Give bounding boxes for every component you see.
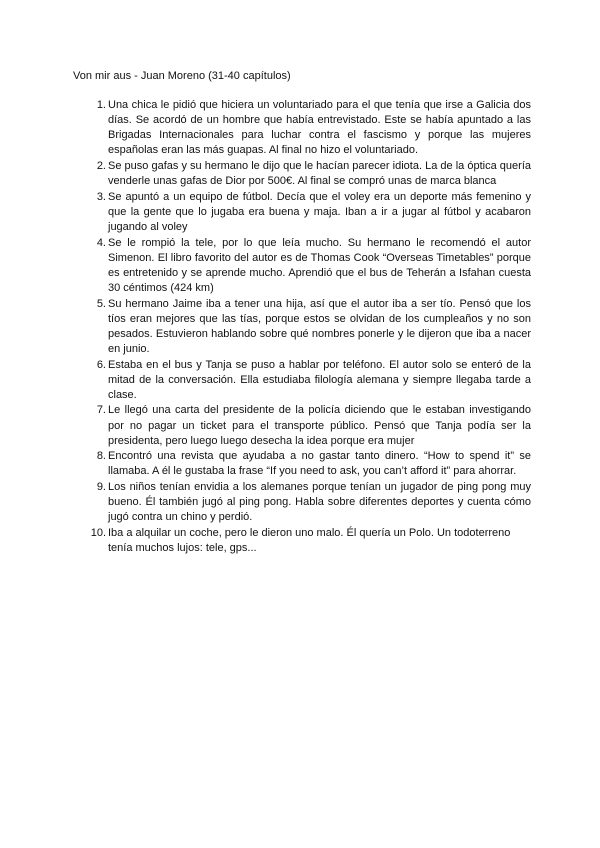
list-item-number: 2. <box>96 159 106 172</box>
list-item <box>96 449 531 479</box>
list-item-number: 4. <box>96 236 106 249</box>
list-item-text: Iba a alquilar un coche, pero le dieron uno malo. Él quería un Polo. Un todoterreno tenía muchos lujos: tele, gps... <box>108 526 511 555</box>
list-item <box>96 98 531 158</box>
list-item <box>96 159 531 189</box>
list-item-number: 5. <box>96 297 106 310</box>
list-item-text: Le llegó una carta del presidente de la policía diciendo que le estaban investigando por no pagar un ticket para el transporte público. Pensó que Tanja podía ser la presidenta, pero luego luego desecha la idea porque era mujer <box>108 404 531 447</box>
list-item-text: Se apuntó a un equipo de fútbol. Decía que el voley era un deporte más femenino y que la gente que lo jugaba era buena y maja. Iban a ir a jugar al fútbol y acabaron jugando al voley <box>108 190 531 233</box>
list-item-text: Se puso gafas y su hermano le dijo que le hacían parecer idiota. La de la óptica quería venderle unas gafas de Dior por 500€. Al final se compró unas de marca blanca <box>108 159 531 188</box>
list-item-number: 8. <box>96 450 106 463</box>
list-item-text: Los niños tenían envidia a los alemanes porque tenían un jugador de ping pong muy bueno. Él también jugó al ping pong. Habla sobre diferentes deportes y cuenta cómo jugó contra un chino y perdió. <box>108 481 531 524</box>
list-item-number: 3. <box>96 190 106 203</box>
list-item <box>96 297 531 357</box>
list-item-text: Se le rompió la tele, por lo que leía mucho. Su hermano le recomendó el autor Simenon. El libro favorito del autor es de Thomas Cook “Overseas Timetables” porque es entretenido y se aprende mucho. Aprendió que el bus de Teherán a Isfahan cuesta 30 céntimos (424 km) <box>108 236 531 294</box>
list-item-number: 10. <box>90 526 106 539</box>
list-item-number: 1. <box>96 99 106 111</box>
list-item <box>96 403 531 448</box>
chapter-summary-list <box>90 98 531 557</box>
list-item <box>96 358 531 403</box>
list-item <box>96 236 531 296</box>
list-item-number: 6. <box>96 358 106 371</box>
list-item-number: 7. <box>96 404 106 417</box>
list-item-text: Encontró una revista que ayudaba a no gastar tanto dinero. “How to spend it” se llamaba. A él le gustaba la frase “If you need to ask, you can’t afford it” para ahorrar. <box>108 450 531 478</box>
document-title: Von mir aus - Juan Moreno (31-40 capítulos) <box>73 70 291 82</box>
list-item <box>96 190 531 235</box>
list-item-text: Su hermano Jaime iba a tener una hija, así que el autor iba a ser tío. Pensó que los tíos eran mejores que las tías, porque estos se olvidan de los cumpleaños y no son pesados. Estuvieron hablando sobre qué nombres ponerle y le dijeron que iba a nacer en junio. <box>108 297 531 355</box>
list-item <box>90 526 531 556</box>
list-item-text: Una chica le pidió que hiciera un voluntariado para el que tenía que irse a Galicia dos días. Se acordó de un hombre que había entrevistado. Este se había apuntado a las Brigadas Internacionales para luchar contra el fascismo y porque las mujeres españolas eran las más guapas. Al final no hizo el voluntariado. <box>108 99 531 157</box>
list-item-number: 9. <box>96 481 106 494</box>
list-item <box>96 480 531 525</box>
list-item-text: Estaba en el bus y Tanja se puso a hablar por teléfono. El autor solo se enteró de la mitad de la conversación. Ella estudiaba filología alemana y siempre llegaba tarde a clase. <box>108 358 531 401</box>
